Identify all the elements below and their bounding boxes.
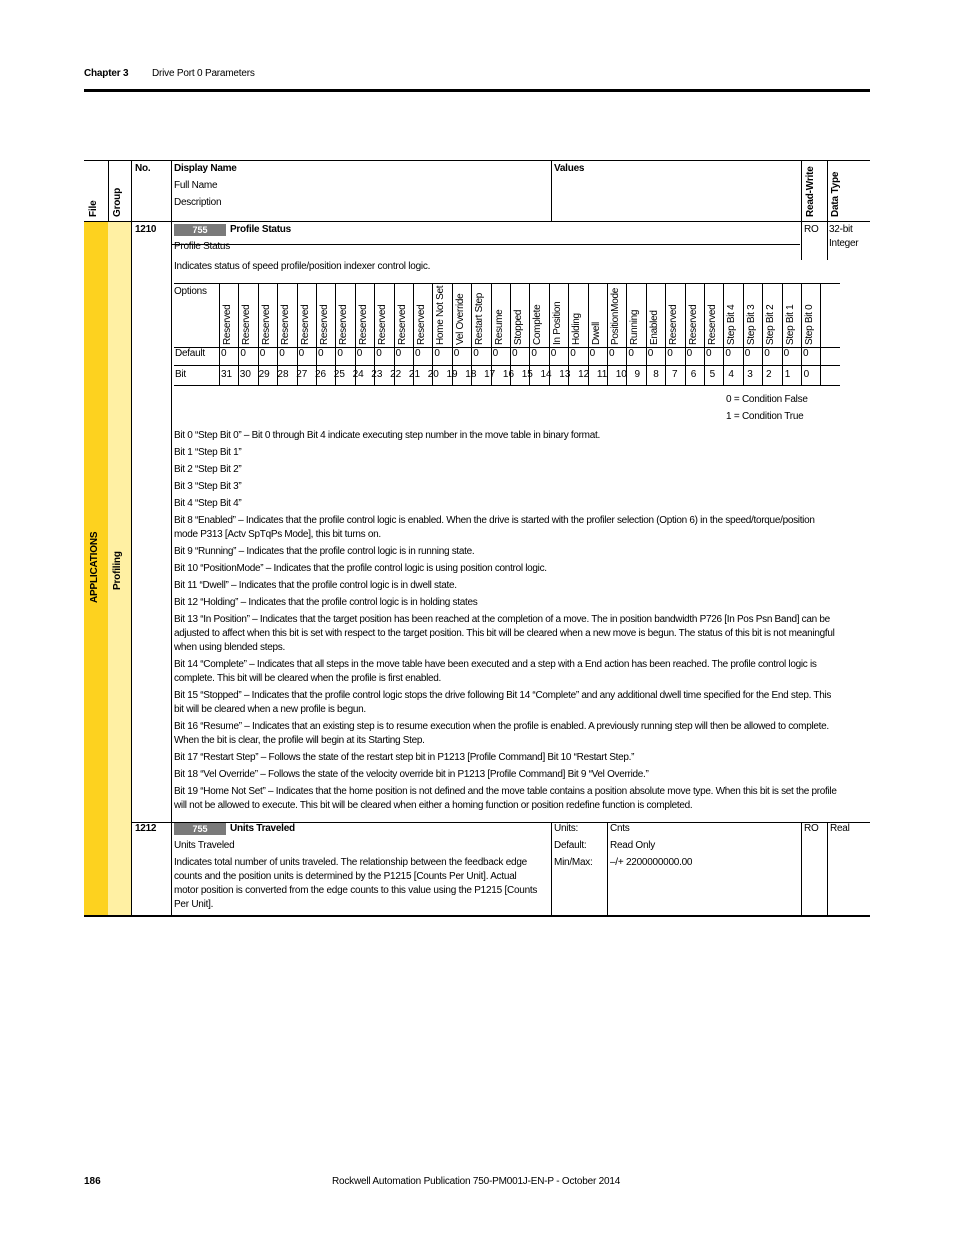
param-full-name: Units Traveled [174, 840, 235, 851]
bit-name: In Position [551, 301, 563, 345]
bit-name: Vel Override [454, 293, 466, 345]
param-read-write: RO [804, 823, 819, 834]
bit-description: Bit 2 “Step Bit 2” [174, 464, 242, 475]
legend-false: 0 = Condition False [726, 394, 808, 405]
table-rule [704, 283, 705, 385]
table-rule [219, 283, 220, 385]
bit-number: 17 [484, 369, 496, 380]
bit-description: Bit 0 “Step Bit 0” – Bit 0 through Bit 4 indicate executing step number in the move table in binary format. [174, 430, 600, 441]
group-label: Profiling [112, 551, 123, 590]
bit-name: Running [629, 309, 641, 345]
bit-description: Bit 12 “Holding” – Indicates that the profile control logic is in holding states [174, 597, 478, 608]
param-description-line: Per Unit]. [174, 899, 214, 910]
param-description-line: motor position is converted from the edge counts to this value using the P1215 [Counts [174, 885, 538, 896]
product-badge: 755 [174, 224, 226, 236]
bit-number: 12 [578, 369, 590, 380]
default-value: 0 [609, 348, 615, 359]
bit-name: Step Bit 1 [784, 304, 796, 345]
bit-number: 25 [333, 369, 345, 380]
default-value: Read Only [610, 840, 655, 851]
default-value: 0 [473, 348, 479, 359]
bit-name: Resume [493, 309, 505, 345]
units-value: Cnts [610, 823, 630, 834]
units-label: Units: [554, 823, 579, 834]
section-title: Drive Port 0 Parameters [152, 68, 255, 79]
table-rule [743, 283, 744, 385]
bit-name: Restart Step [474, 293, 486, 345]
param-full-name: Profile Status [174, 241, 230, 252]
bit-description: Bit 17 “Restart Step” – Follows the state of the restart step bit in P1213 [Profile Command] Bit 10 “Restart Step.” [174, 752, 635, 763]
bit-number: 1 [784, 369, 791, 380]
bit-number: 16 [502, 369, 515, 380]
page-header [84, 66, 870, 92]
bit-name: Reserved [222, 304, 233, 345]
legend-true: 1 = Condition True [726, 411, 804, 422]
no-column-header: No. [135, 163, 151, 174]
default-value: 0 [259, 348, 266, 359]
default-value: 0 [744, 348, 751, 359]
bit-number: 22 [390, 369, 402, 380]
bit-row-label: Bit [175, 369, 186, 380]
bit-name: Reserved [299, 304, 311, 345]
bit-description: Bit 14 “Complete” – Indicates that all steps in the move table have been executed and a step with a End action has been reached. The profile control logic is complete. This bit will be cleared when the profile is first enabled. [174, 659, 817, 684]
bit-name: Reserved [396, 304, 408, 345]
table-rule [762, 283, 763, 385]
bit-number: 30 [239, 369, 251, 380]
bit-number: 14 [540, 369, 552, 380]
bit-name: Complete [532, 304, 544, 345]
bit-name: Dwell [590, 322, 602, 345]
default-value: 0 [221, 348, 227, 359]
default-value: 0 [279, 348, 285, 359]
product-badge: 755 [174, 823, 226, 835]
bit-description: Bit 8 “Enabled” – Indicates that the profile control logic is enabled. When the drive is started with the profiler selection (Option 6) in the speed/torque/position mode P313 [Actv SpTqPs Mode], this bit turns on. [174, 515, 815, 540]
default-value: 0 [298, 348, 305, 359]
bit-description: Bit 3 “Step Bit 3” [174, 481, 242, 492]
read-write-header: Read-Write [805, 166, 816, 217]
minmax-label: Min/Max: [554, 857, 593, 868]
file-column-header: File [88, 200, 99, 217]
bit-number: 4 [728, 369, 734, 380]
param-number: 1210 [135, 224, 157, 235]
bit-name: Reserved [668, 304, 680, 345]
bit-number: 18 [465, 369, 477, 380]
bit-number: 8 [653, 369, 659, 380]
bit-name: Reserved [260, 304, 272, 345]
default-value: 0 [240, 348, 246, 359]
bit-name: Enabled [648, 310, 660, 345]
bit-description: Bit 1 “Step Bit 1” [174, 447, 242, 458]
bit-name: Reserved [377, 304, 389, 345]
table-rule [685, 283, 686, 385]
default-value: 0 [570, 348, 576, 359]
param-description: Indicates status of speed profile/position indexer control logic. [174, 261, 431, 272]
default-value: 0 [356, 348, 363, 359]
data-type-header: Data Type [830, 171, 841, 217]
bit-name: PositionMode [610, 288, 621, 345]
bit-number: 26 [315, 369, 327, 380]
default-label: Default: [554, 840, 587, 851]
bit-number: 27 [296, 369, 308, 380]
group-column-header: Group [112, 188, 123, 217]
bit-name: Step Bit 2 [765, 304, 777, 345]
table-rule [174, 347, 840, 348]
bit-number: 9 [634, 369, 641, 380]
bit-description: Bit 16 “Resume” – Indicates that an existing step is to resume execution when the profile is enabled. A previously running step will then be allowed to complete. When the bit is clear, the profile will begin at its Starting Step. [174, 721, 829, 746]
bit-name: Step Bit 0 [804, 304, 815, 345]
param-data-type: 32-bit [829, 224, 853, 235]
param-description-line: counts and the position units is determined by the P1215 [Counts Per Unit]. Actual [174, 871, 517, 882]
full-name-header: Full Name [174, 180, 218, 191]
default-value: 0 [337, 348, 343, 359]
values-header: Values [554, 163, 585, 174]
default-value: 0 [725, 348, 731, 359]
publication-info: Rockwell Automation Publication 750-PM001J-EN-P - October 2014 [332, 1176, 621, 1187]
bit-number: 29 [258, 369, 270, 380]
bit-name: Holding [571, 313, 583, 345]
default-value: 0 [434, 348, 440, 359]
options-label: Options [174, 286, 207, 297]
default-value: 0 [415, 348, 421, 359]
default-value: 0 [803, 348, 809, 359]
default-value: 0 [512, 348, 518, 359]
bit-name: Reserved [416, 304, 427, 345]
bit-name: Reserved [357, 304, 369, 345]
table-rule [665, 283, 666, 385]
bit-number: 21 [408, 369, 421, 380]
display-name-header: Display Name [174, 163, 237, 174]
bit-name: Reserved [687, 304, 699, 345]
bit-number: 10 [615, 369, 627, 380]
default-value: 0 [667, 348, 673, 359]
bit-description: Bit 4 “Step Bit 4” [174, 498, 242, 509]
param-display-name: Units Traveled [230, 823, 295, 834]
page-number: 186 [84, 1176, 101, 1187]
param-data-type-line2: Integer [829, 238, 859, 249]
bit-number: 0 [803, 369, 810, 380]
default-value: 0 [550, 348, 557, 359]
default-value: 0 [783, 348, 790, 359]
table-rule [174, 283, 840, 284]
param-read-write: RO [804, 224, 819, 235]
default-value: 0 [492, 348, 499, 359]
bit-number: 23 [371, 369, 383, 380]
bit-name: Stopped [513, 309, 524, 345]
bit-options-table [174, 283, 840, 386]
bit-number: 7 [672, 369, 678, 380]
default-value: 0 [706, 348, 712, 359]
default-value: 0 [628, 348, 634, 359]
default-value: 0 [395, 348, 402, 359]
file-label: APPLICATIONS [89, 531, 100, 603]
table-rule [174, 385, 840, 386]
default-value: 0 [453, 348, 460, 359]
bit-number: 31 [221, 369, 233, 380]
bit-name: Reserved [338, 304, 350, 345]
bit-number: 3 [747, 369, 753, 380]
table-rule [820, 283, 821, 385]
bit-description: Bit 11 “Dwell” – Indicates that the profile control logic is in dwell state. [174, 580, 457, 591]
table-rule [782, 283, 783, 385]
minmax-value: –/+ 2200000000.00 [610, 857, 693, 868]
bit-number: 2 [766, 369, 772, 380]
bit-name: Reserved [241, 304, 253, 345]
bit-number: 5 [709, 369, 716, 380]
param-display-name: Profile Status [230, 224, 291, 235]
table-rule [174, 365, 840, 366]
param-description-line: Indicates total number of units traveled. The relationship between the feedback edge [174, 857, 527, 868]
bit-name: Reserved [280, 304, 292, 345]
bit-description: Bit 19 “Home Not Set” – Indicates that the home position is not defined and the move table contains a position absolute move type. When this bit is set the profile will not be allowed to execute. This bit will be cleared when either a homing function or position redefine function is completed. [174, 786, 837, 811]
bit-description: Bit 18 “Vel Override” – Follows the state of the velocity override bit in P1213 [Profile Command] Bit 9 “Vel Override.” [174, 769, 649, 780]
table-rule [646, 283, 647, 385]
param-number: 1212 [135, 823, 157, 834]
bit-number: 13 [559, 369, 571, 380]
default-value: 0 [764, 348, 770, 359]
bit-number: 20 [427, 369, 439, 380]
default-value: 0 [531, 348, 537, 359]
bit-number: 11 [596, 369, 608, 380]
bit-description: Bit 9 “Running” – Indicates that the profile control logic is in running state. [174, 546, 475, 557]
bit-number: 15 [521, 369, 533, 380]
bit-number: 28 [277, 369, 289, 380]
bit-name: Step Bit 4 [726, 304, 738, 345]
default-value: 0 [318, 348, 324, 359]
table-rule [723, 283, 724, 385]
bit-name: Step Bit 3 [745, 304, 757, 345]
default-value: 0 [376, 348, 382, 359]
table-rule [801, 283, 802, 385]
default-value: 0 [589, 348, 596, 359]
default-value: 0 [647, 348, 654, 359]
bit-number: 6 [690, 369, 697, 380]
bit-number: 19 [446, 369, 458, 380]
chapter-label: Chapter 3 [84, 68, 129, 79]
bit-description: Bit 13 “In Position” – Indicates that the target position has been reached at the completion of a move. The in position bandwidth P726 [In Pos Psn Band] can be adjusted to affect when this bit is set with respect to the target position. This bit will be cleared when a new move is begun. The status of this bit is not meaningful when using blended steps. [174, 614, 835, 653]
bit-description: Bit 15 “Stopped” – Indicates that the profile control logic stops the drive following Bit 14 “Complete” and any additional dwell time specified for the End step. This bit will be cleared when a new profile is begun. [174, 690, 832, 715]
bit-name: Reserved [707, 304, 718, 345]
description-header: Description [174, 197, 222, 208]
bit-description: Bit 10 “PositionMode” – Indicates that the profile control logic is using position control logic. [174, 563, 547, 574]
param-data-type: Real [830, 823, 850, 834]
default-row-label: Default [175, 348, 205, 359]
bit-number: 24 [352, 369, 364, 380]
bit-name: Home Not Set [435, 285, 447, 345]
default-value: 0 [686, 348, 693, 359]
bit-name: Reserved [319, 304, 330, 345]
